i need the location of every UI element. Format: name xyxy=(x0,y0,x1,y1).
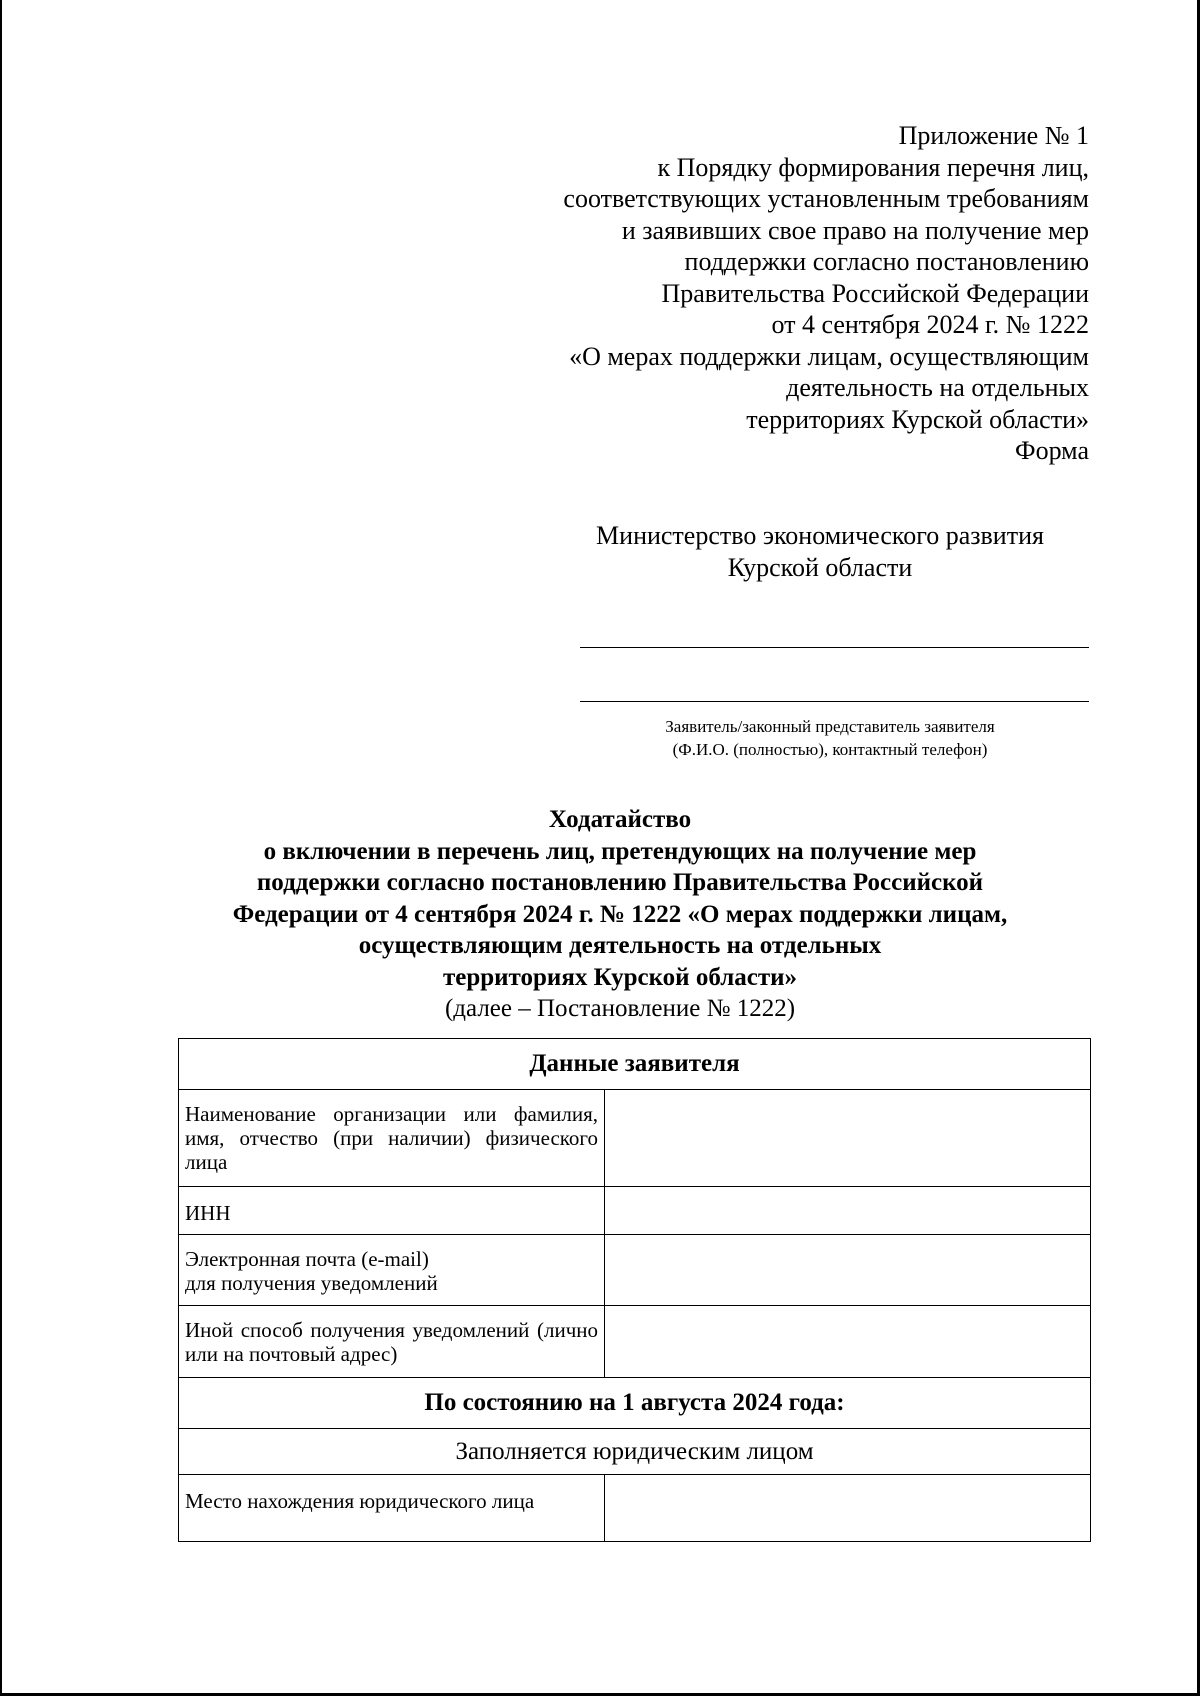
petition-line: поддержки согласно постановлению Правительства Российской xyxy=(256,869,984,896)
legal-entity-section-header: Заполняется юридическим лицом xyxy=(179,1429,1091,1475)
petition-heading xyxy=(150,804,1090,1025)
addressee-line: Курской области xyxy=(727,553,913,582)
applicant-blank-line-1[interactable] xyxy=(580,647,1089,648)
applicant-caption-line: (Ф.И.О. (полностью), контактный телефон) xyxy=(672,740,988,759)
table-row xyxy=(179,1475,1091,1542)
appendix-line: Приложение № 1 xyxy=(898,121,1089,150)
appendix-line: и заявивших свое право на получение мер xyxy=(621,215,1089,245)
row-value-org-name[interactable] xyxy=(605,1090,1091,1187)
petition-line: о включении в перечень лиц, претендующих на получение мер xyxy=(263,837,977,865)
appendix-line: поддержки согласно постановлению xyxy=(684,247,1089,276)
form-label: Форма xyxy=(1015,436,1089,465)
appendix-line: от 4 сентября 2024 г. № 1222 xyxy=(771,310,1089,339)
row-label-email-line: для получения уведомлений xyxy=(185,1271,438,1295)
appendix-line: соответствующих установленным требованиям xyxy=(563,184,1089,213)
row-value-email[interactable] xyxy=(605,1235,1091,1306)
appendix-line: к Порядку формирования перечня лиц, xyxy=(657,152,1089,182)
appendix-header xyxy=(563,120,1089,467)
row-label-email-line: Электронная почта (e-mail) xyxy=(185,1247,429,1271)
table-row xyxy=(179,1090,1091,1187)
row-label-org-name: Наименование организации или фамилия, имя, отчество (при наличии) физического лица xyxy=(179,1090,605,1187)
applicant-caption-line: Заявитель/законный представитель заявителя xyxy=(665,717,995,736)
petition-note: (далее – Постановление № 1222) xyxy=(444,995,796,1022)
date-section-header: По состоянию на 1 августа 2024 года: xyxy=(179,1378,1091,1429)
row-label-inn: ИНН xyxy=(179,1187,605,1235)
row-label-notify-method: Иной способ получения уведомлений (лично или на почтовый адрес) xyxy=(179,1306,605,1378)
table-row xyxy=(179,1306,1091,1378)
row-label-email xyxy=(179,1235,605,1306)
row-value-inn[interactable] xyxy=(605,1187,1091,1235)
applicant-data-table xyxy=(178,1038,1091,1542)
table-row xyxy=(179,1235,1091,1306)
appendix-line: территориях Курской области» xyxy=(746,404,1089,434)
row-label-legal-address: Место нахождения юридического лица xyxy=(179,1475,605,1542)
table-row xyxy=(179,1187,1091,1235)
addressee xyxy=(560,520,1080,584)
row-value-notify-method[interactable] xyxy=(605,1306,1091,1378)
scan-edge-left xyxy=(0,0,2,1696)
petition-line: территориях Курской области» xyxy=(442,963,798,991)
petition-line: осуществляющим деятельность на отдельных xyxy=(358,932,882,959)
table-header: Данные заявителя xyxy=(179,1039,1091,1090)
appendix-line: «О мерах поддержки лицам, осуществляющим xyxy=(569,341,1089,371)
applicant-blank-line-2[interactable] xyxy=(580,701,1089,702)
appendix-line: Правительства Российской Федерации xyxy=(661,278,1089,308)
applicant-caption xyxy=(560,715,1100,761)
petition-title: Ходатайство xyxy=(548,806,692,833)
petition-line: Федерации от 4 сентября 2024 г. № 1222 «О мерах поддержки лицам, xyxy=(232,900,1008,928)
appendix-line: деятельность на отдельных xyxy=(786,373,1089,402)
row-value-legal-address[interactable] xyxy=(605,1475,1091,1542)
addressee-line: Министерство экономического развития xyxy=(596,521,1044,550)
